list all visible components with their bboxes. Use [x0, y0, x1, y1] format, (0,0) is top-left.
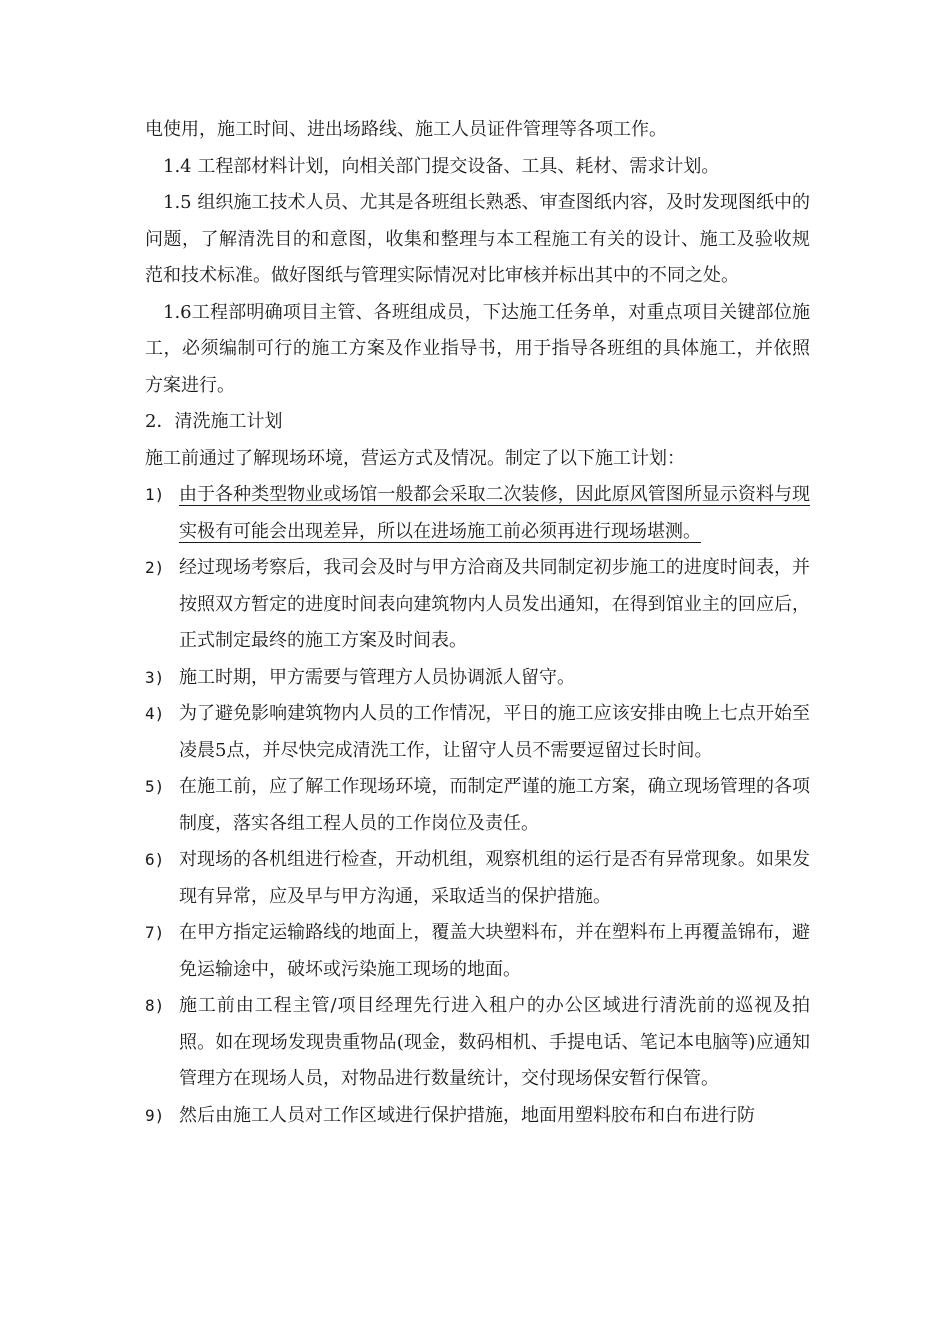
list-item-text: 经过现场考察后，我司会及时与甲方洽商及共同制定初步施工的进度时间表，并按照双方暂定的进度时间表向建筑物内人员发出通知，在得到馆业主的回应后，正式制定最终的施工方案及时间表。 [179, 557, 810, 651]
list-item [145, 550, 810, 660]
list-item-text: 为了避免影响建筑物内人员的工作情况，平日的施工应该安排由晚上七点开始至凌晨5点，并尽快完成清洗工作，让留守人员不需要逗留过长时间。 [179, 703, 810, 761]
paragraph-1-5: 1.5 组织施工技术人员、尤其是各班组长熟悉、审查图纸内容，及时发现图纸中的问题，了解清洗目的和意图，收集和整理与本工程施工有关的设计、施工及验收规范和技术标准。做好图纸与管理实际情况对比审核并标出其中的不同之处。 [145, 192, 810, 286]
list-item-number: 9) [145, 1105, 165, 1125]
list-item-number: 1) [145, 485, 165, 504]
list-item [145, 769, 810, 842]
list-item [145, 915, 810, 988]
list-item-number: 5) [145, 777, 165, 796]
paragraph-1-4: 1.4 工程部材料计划，向相关部门提交设备、工具、耗材、需求计划。 [163, 155, 720, 177]
list-item-text: 在甲方指定运输路线的地面上，覆盖大块塑料布，并在塑料布上再覆盖锦布，避免运输途中，破坏或污染施工现场的地面。 [179, 922, 810, 980]
list-item-number: 2) [145, 558, 165, 577]
list-item [145, 696, 810, 769]
section-heading: 2．清洗施工计划 [145, 411, 283, 432]
list-item-text: 然后由施工人员对工作区域进行保护措施，地面用塑料胶布和白布进行防 [179, 1104, 755, 1126]
list-item-number: 8) [145, 996, 165, 1015]
list-item-number: 7) [145, 923, 165, 942]
list-item [145, 988, 810, 1098]
list-item-number: 6) [145, 850, 165, 869]
list-item-text: 对现场的各机组进行检查，开动机组，观察机组的运行是否有异常现象。如果发现有异常，应及早与甲方沟通，采取适当的保护措施。 [179, 849, 810, 907]
document-body [145, 112, 810, 1134]
list-item [145, 477, 810, 550]
list-item [145, 660, 810, 697]
list-item-text: 施工前由工程主管/项目经理先行进入租户的办公区域进行清洗前的巡视及拍照。如在现场发现贵重物品(现金，数码相机、手提电话、笔记本电脑等)应通知管理方在现场人员，对物品进行数量统计，交付现场保安暂行保管。 [179, 995, 810, 1089]
list-item [145, 1098, 810, 1135]
plan-list [145, 477, 810, 1134]
section-intro: 施工前通过了解现场环境，营运方式及情况。制定了以下施工计划： [145, 447, 685, 469]
list-item-number: 4) [145, 704, 165, 723]
list-item-text: 施工时期，甲方需要与管理方人员协调派人留守。 [179, 666, 575, 688]
list-item-number: 3) [145, 667, 165, 687]
list-item-text: 由于各种类型物业或场馆一般都会采取二次装修，因此原风管图所显示资料与现实极有可能会出现差异，所以在进场施工前必须再进行现场堪测。 [179, 484, 810, 542]
paragraph-continuation: 电使用，施工时间、进出场路线、施工人员证件管理等各项工作。 [145, 119, 667, 140]
list-item-text: 在施工前，应了解工作现场环境，而制定严谨的施工方案，确立现场管理的各项制度，落实各组工程人员的工作岗位及责任。 [179, 776, 810, 834]
paragraph-1-6: 1.6工程部明确项目主管、各班组成员，下达施工任务单，对重点项目关键部位施工，必须编制可行的施工方案及作业指导书，用于指导各班组的具体施工，并依照方案进行。 [145, 301, 810, 396]
list-item [145, 842, 810, 915]
